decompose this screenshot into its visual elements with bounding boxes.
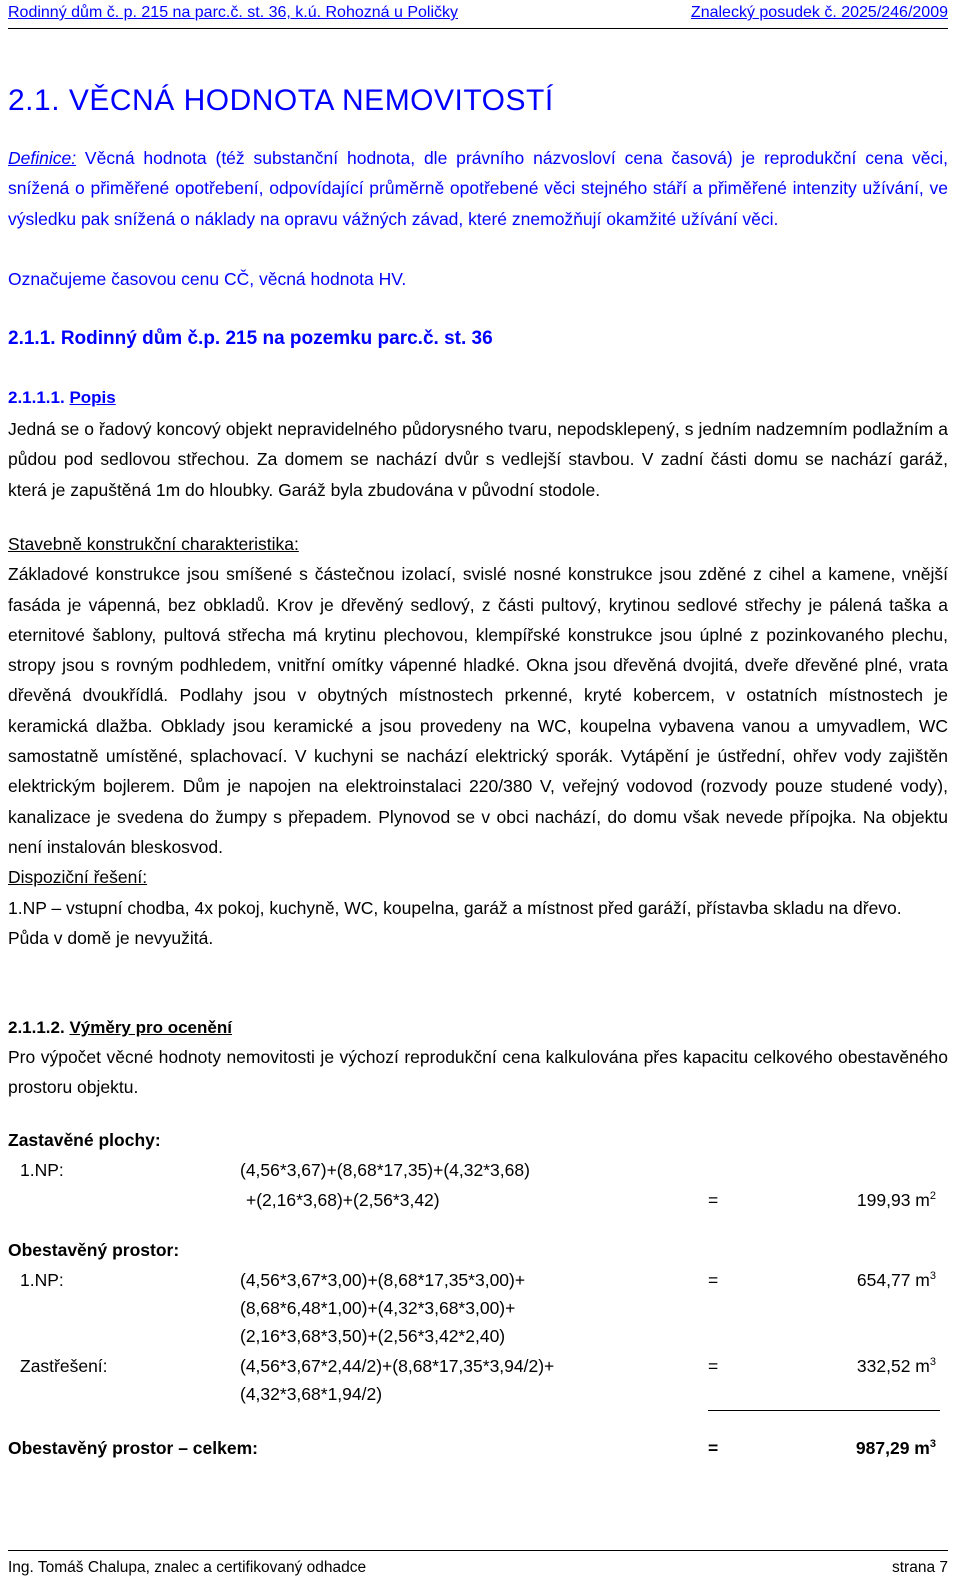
definition-paragraph — [8, 143, 948, 234]
volume-total-label: Obestavěný prostor – celkem: — [8, 1438, 258, 1458]
built-area-value-text: 199,93 m — [856, 1190, 930, 1210]
volume-np-row-3 — [8, 1326, 948, 1354]
volume-np-eq: = — [708, 1270, 719, 1290]
popis-title: Popis — [69, 388, 116, 407]
layout-label: Dispoziční řešení: — [8, 867, 148, 888]
construction-text: Základové konstrukce jsou smíšené s částečnou izolací, svislé nosné konstrukce jsou zděné z cihel a kamene, vnější fasáda je vápenná, bez obkladů. Krov je dřevěný sedlový, z části pultový, krytinou sedlové střechy je pálená taška a eternitové šablony, pultová střecha má krytinu plechovou, klempířské konstrukce jsou úplné z pozinkovaného plechu, stropy jsou s rovným podhledem, vnitřní omítky vápenné hladké. Okna jsou dřevěná dvojitá, dveře dřevěné plné, vrata dřevěná dvoukřídlá. Podlahy jsou v obytných místnostech prkenné, kryté kobercem, v ostatních místnostech je keramická dlažba. Obklady jsou keramické a jsou provedeny na WC, koupelna vybavena vanou a umyvadlem, WC samostatně umístěné, splachovací. V kuchyni se nachází elektrický sporák. Vytápění je ústřední, ohřev vody zajištěn elektrickým bojlerem. Dům je napojen na elektroinstalaci 220/380 V, veřejný vodovod (rozvody pouze studené vody), kanalizace je svedena do žumpy s přepadem. Plynovod se v obci nachází, do domu však nevede přípojka. Na objektu není instalován bleskosvod. — [8, 564, 948, 857]
volume-table — [8, 1240, 948, 1458]
built-area-value — [857, 1190, 936, 1211]
built-area-formula-1: (4,56*3,67)+(8,68*17,35)+(4,32*3,68) — [240, 1160, 530, 1180]
popis-paragraph: Jedná se o řadový koncový objekt nepravidelného půdorysného tvaru, nepodsklepený, s jedním nadzemním podlažním a půdou pod sedlovou střechou. Za domem se nachází dvůr s vedlejší stavbou. V zadní části domu se nachází garáž, která je zapuštěná 1m do hloubky. Garáž byla zbudována v původní stodole. — [8, 419, 948, 500]
volume-roof-value — [857, 1356, 936, 1377]
volume-np-formula-1: (4,56*3,67*3,00)+(8,68*17,35*3,00)+ — [240, 1270, 526, 1290]
built-area-row-2 — [8, 1190, 948, 1218]
volume-roof-row-1 — [8, 1356, 948, 1384]
built-area-unit-exp: 2 — [929, 1190, 936, 1203]
volume-roof-eq: = — [708, 1356, 719, 1376]
subsection-title: 2.1.1. Rodinný dům č.p. 215 na pozemku parc.č. st. 36 — [8, 328, 493, 349]
volume-roof-exp: 3 — [929, 1356, 936, 1369]
volume-roof-value-text: 332,52 m — [856, 1356, 930, 1376]
volume-np-row-2 — [8, 1298, 948, 1326]
construction-block — [8, 529, 948, 953]
volume-np-value — [857, 1270, 936, 1291]
popis-number: 2.1.1.1. — [8, 388, 65, 407]
volume-total-row — [8, 1438, 948, 1466]
built-area-table — [8, 1130, 948, 1210]
volume-roof-label: Zastřešení: — [20, 1356, 108, 1376]
document-page — [8, 0, 948, 1589]
volume-total-eq: = — [708, 1438, 719, 1458]
volume-title: Obestavěný prostor: — [8, 1240, 180, 1260]
layout-text: 1.NP – vstupní chodba, 4x pokoj, kuchyně, WC, koupelna, garáž a místnost před garáží, přístavba skladu na dřevo. — [8, 897, 902, 918]
vymery-heading — [8, 1018, 232, 1038]
volume-roof-formula-1: (4,56*3,67*2,44/2)+(8,68*17,35*3,94/2)+ — [240, 1356, 555, 1376]
header-report-number: Znalecký posudek č. 2025/246/2009 — [690, 4, 948, 21]
page-footer — [8, 1550, 948, 1576]
built-area-row-1 — [8, 1160, 948, 1188]
built-area-title: Zastavěné plochy: — [8, 1130, 161, 1150]
volume-roof-row-2 — [8, 1384, 948, 1412]
volume-sum-line-row — [8, 1410, 948, 1438]
definition-label: Definice: — [8, 148, 77, 168]
header-property-title: Rodinný dům č. p. 215 na parc.č. st. 36, k.ú. Rohozná u Poličky — [8, 4, 459, 21]
volume-np-value-text: 654,77 m — [856, 1270, 930, 1290]
volume-np-label: 1.NP: — [20, 1270, 64, 1290]
section-title: 2.1. VĚCNÁ HODNOTA NEMOVITOSTÍ — [8, 84, 554, 117]
definition-marking: Označujeme časovou cenu CČ, věcná hodnota HV. — [8, 269, 407, 289]
volume-total-value — [856, 1438, 936, 1459]
volume-np-row-1 — [8, 1270, 948, 1298]
built-area-label: 1.NP: — [20, 1160, 64, 1180]
volume-total-value-text: 987,29 m — [855, 1438, 930, 1458]
footer-page-number: strana 7 — [891, 1559, 948, 1576]
footer-author: Ing. Tomáš Chalupa, znalec a certifikovaný odhadce — [8, 1559, 367, 1576]
construction-label: Stavebně konstrukční charakteristika: — [8, 534, 299, 554]
volume-roof-formula-2: (4,32*3,68*1,94/2) — [240, 1384, 383, 1404]
vymery-title: Výměry pro ocenění — [69, 1018, 232, 1037]
built-area-formula-2: +(2,16*3,68)+(2,56*3,42) — [246, 1190, 440, 1210]
popis-heading — [8, 388, 116, 408]
volume-total-exp: 3 — [929, 1438, 936, 1451]
vymery-paragraph: Pro výpočet věcné hodnoty nemovitosti je výchozí reprodukční cena kalkulována přes kapacitu celkového obestavěného prostoru objektu. — [8, 1047, 948, 1098]
sum-divider — [708, 1410, 940, 1411]
volume-np-formula-3: (2,16*3,68*3,50)+(2,56*3,42*2,40) — [240, 1326, 506, 1346]
vymery-number: 2.1.1.2. — [8, 1018, 65, 1037]
definition-text: Věcná hodnota (též substanční hodnota, dle právního názvosloví cena časová) je reprodukční cena věci, snížená o přiměřené opotřebení, odpovídající průměrně opotřebené věci stejného stáří a přiměřené intenzity užívání, ve výsledku pak snížená o náklady na opravu vážných závad, které znemožňují okamžité užívání věci. — [8, 148, 948, 229]
volume-np-formula-2: (8,68*6,48*1,00)+(4,32*3,68*3,00)+ — [240, 1298, 516, 1318]
page-header — [8, 4, 948, 29]
volume-np-exp: 3 — [929, 1270, 936, 1283]
attic-text: Půda v domě je nevyužitá. — [8, 927, 214, 948]
built-area-eq: = — [708, 1190, 719, 1210]
